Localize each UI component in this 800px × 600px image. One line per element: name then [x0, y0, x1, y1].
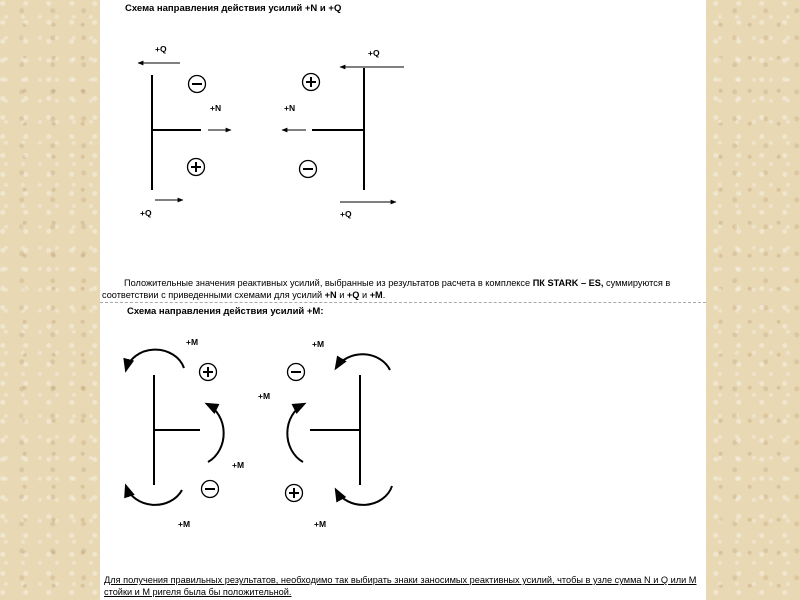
paragraph1-bold-n: +N — [324, 289, 337, 300]
right-frame-m — [258, 339, 392, 529]
m-arc-arrow-bottom-left — [126, 486, 182, 505]
label-q-top-left: +Q — [155, 44, 167, 54]
label-m-top-left: +M — [186, 337, 199, 347]
m-arc-arrow-right-left — [207, 404, 224, 462]
minus-sign-icon — [202, 481, 219, 498]
paragraph1-text-5: . — [382, 289, 386, 300]
label-m-mid-right: +M — [258, 391, 271, 401]
left-frame-m — [126, 337, 244, 529]
label-m-bottom-right: +M — [314, 519, 327, 529]
paragraph1-bold-q: +Q — [346, 289, 360, 300]
m-arc-arrow-left-right — [287, 404, 304, 462]
section2-title: Схема направления действия усилий +M: — [127, 306, 324, 317]
paragraph1-text-4: и — [359, 289, 370, 300]
label-m-mid-left: +M — [232, 460, 245, 470]
m-arc-arrow-top-left — [126, 350, 184, 370]
paragraph1-bold-stark: ПК STARK – ES, — [532, 278, 604, 288]
label-n-right: +N — [284, 103, 296, 113]
m-arc-arrow-bottom-right — [336, 486, 392, 505]
label-q-bottom-right: +Q — [340, 209, 352, 219]
plus-sign-icon — [286, 485, 303, 502]
label-q-bottom-left: +Q — [140, 208, 152, 218]
label-m-bottom-left: +M — [178, 519, 191, 529]
m-diagram — [100, 0, 706, 600]
label-m-top-right: +M — [312, 339, 325, 349]
label-n-left: +N — [210, 103, 222, 113]
label-q-top-right: +Q — [368, 48, 380, 58]
minus-sign-icon — [288, 364, 305, 381]
paragraph1-bold-m: +M — [369, 289, 383, 300]
paragraph1-text-3: и — [336, 289, 347, 300]
section1-title: Схема направления действия усилий +N и +Q — [125, 3, 342, 14]
paragraph1-text-2: суммируются в соответствии с приведенными схемами для усилий — [102, 278, 671, 300]
footer-sign-rule-note: Для получения правильных результатов, необходимо так выбирать знаки заносимых реактивных усилий, чтобы в узле сумма N и Q или M стойки и M ригеля была бы положительной. — [104, 575, 697, 597]
plus-sign-icon — [200, 364, 217, 381]
m-arc-arrow-top-right — [336, 354, 390, 370]
document-sheet — [100, 0, 706, 600]
paragraph1-text-1: Положительные значения реактивных усилий, выбранные из результатов расчета в комплексе — [124, 278, 533, 288]
